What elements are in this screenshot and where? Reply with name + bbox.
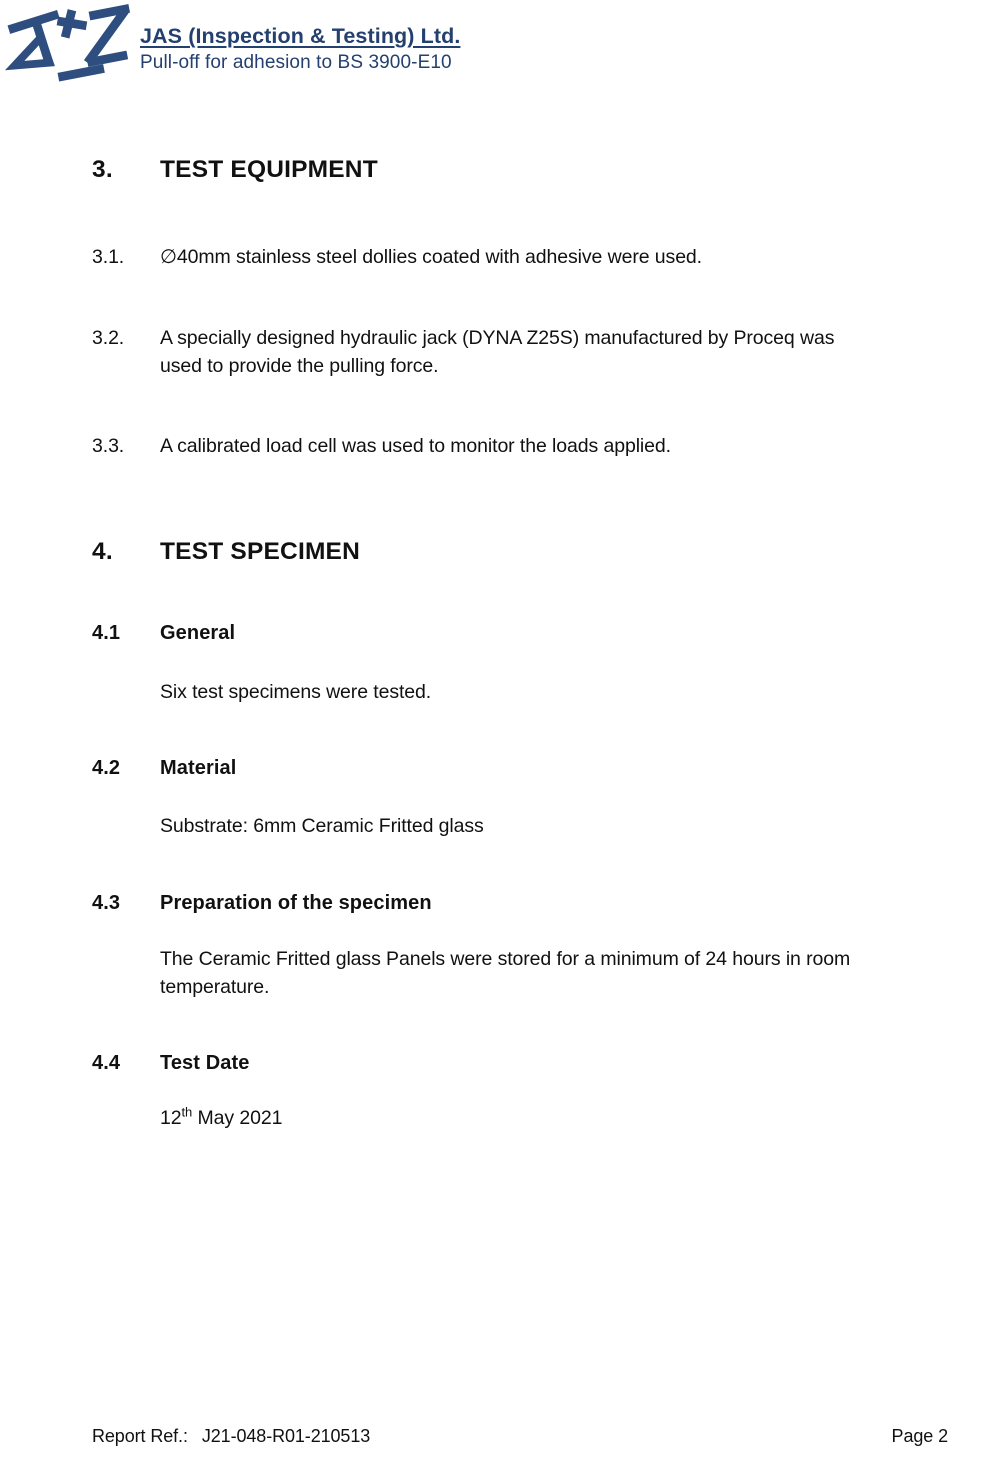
item-text: used to provide the pulling force.: [160, 355, 439, 377]
company-name: JAS (Inspection & Testing) Ltd.: [140, 24, 461, 48]
report-ref-label: Report Ref.:: [92, 1426, 188, 1446]
subsection-4-3-heading: [92, 892, 950, 915]
page-footer: [92, 1426, 948, 1447]
page-number: Page 2: [891, 1426, 948, 1446]
subsection-4-2-body: [92, 812, 950, 840]
subsection-4-1-body: [92, 678, 950, 706]
subsection-4-3-body: [92, 945, 950, 1001]
item-number: 3.3.: [92, 435, 125, 457]
item-number: 3.2.: [92, 327, 125, 349]
section-number: 3.: [92, 156, 113, 183]
section-3-heading: [92, 156, 950, 184]
date-rest: May 2021: [197, 1107, 283, 1129]
body-text: Six test specimens were tested.: [160, 681, 432, 703]
section-title: TEST EQUIPMENT: [160, 156, 378, 183]
report-ref: [92, 1426, 370, 1447]
item-text: A specially designed hydraulic jack (DYNA Z25S) manufactured by Proceq was: [160, 327, 835, 349]
subsection-4-4-body: [92, 1104, 950, 1132]
subsection-4-1-heading: [92, 622, 950, 645]
section-4-heading: [92, 538, 950, 566]
body-text: temperature.: [160, 976, 270, 998]
item-3-2: [92, 324, 950, 380]
item-number: 3.1.: [92, 246, 125, 268]
test-date: [160, 1104, 950, 1132]
subsection-title: Preparation of the specimen: [160, 892, 432, 914]
item-3-1: [92, 243, 950, 271]
subsection-number: 4.2: [92, 757, 121, 779]
section-title: TEST SPECIMEN: [160, 538, 360, 565]
subsection-number: 4.3: [92, 892, 121, 914]
subsection-title: General: [160, 622, 236, 644]
body-text: The Ceramic Fritted glass Panels were stored for a minimum of 24 hours in room: [160, 948, 851, 970]
subsection-number: 4.4: [92, 1052, 121, 1074]
report-ref-value: J21-048-R01-210513: [201, 1426, 371, 1446]
item-3-3: [92, 432, 950, 460]
subsection-4-2-heading: [92, 757, 950, 780]
jas-logo-icon: [4, 4, 136, 98]
report-subtitle: Pull-off for adhesion to BS 3900-E10: [140, 52, 452, 73]
subsection-title: Material: [160, 757, 237, 779]
subsection-number: 4.1: [92, 622, 121, 644]
report-header: [0, 0, 1000, 100]
date-ordinal: th: [181, 1104, 193, 1120]
header-text-block: [140, 24, 460, 74]
date-day: 12: [160, 1107, 182, 1129]
subsection-4-4-heading: [92, 1052, 950, 1075]
section-number: 4.: [92, 538, 113, 565]
subsection-title: Test Date: [160, 1052, 250, 1074]
item-text: A calibrated load cell was used to monitor the loads applied.: [160, 435, 671, 457]
item-text: ∅40mm stainless steel dollies coated with adhesive were used.: [160, 246, 702, 268]
body-text: Substrate: 6mm Ceramic Fritted glass: [160, 815, 484, 837]
